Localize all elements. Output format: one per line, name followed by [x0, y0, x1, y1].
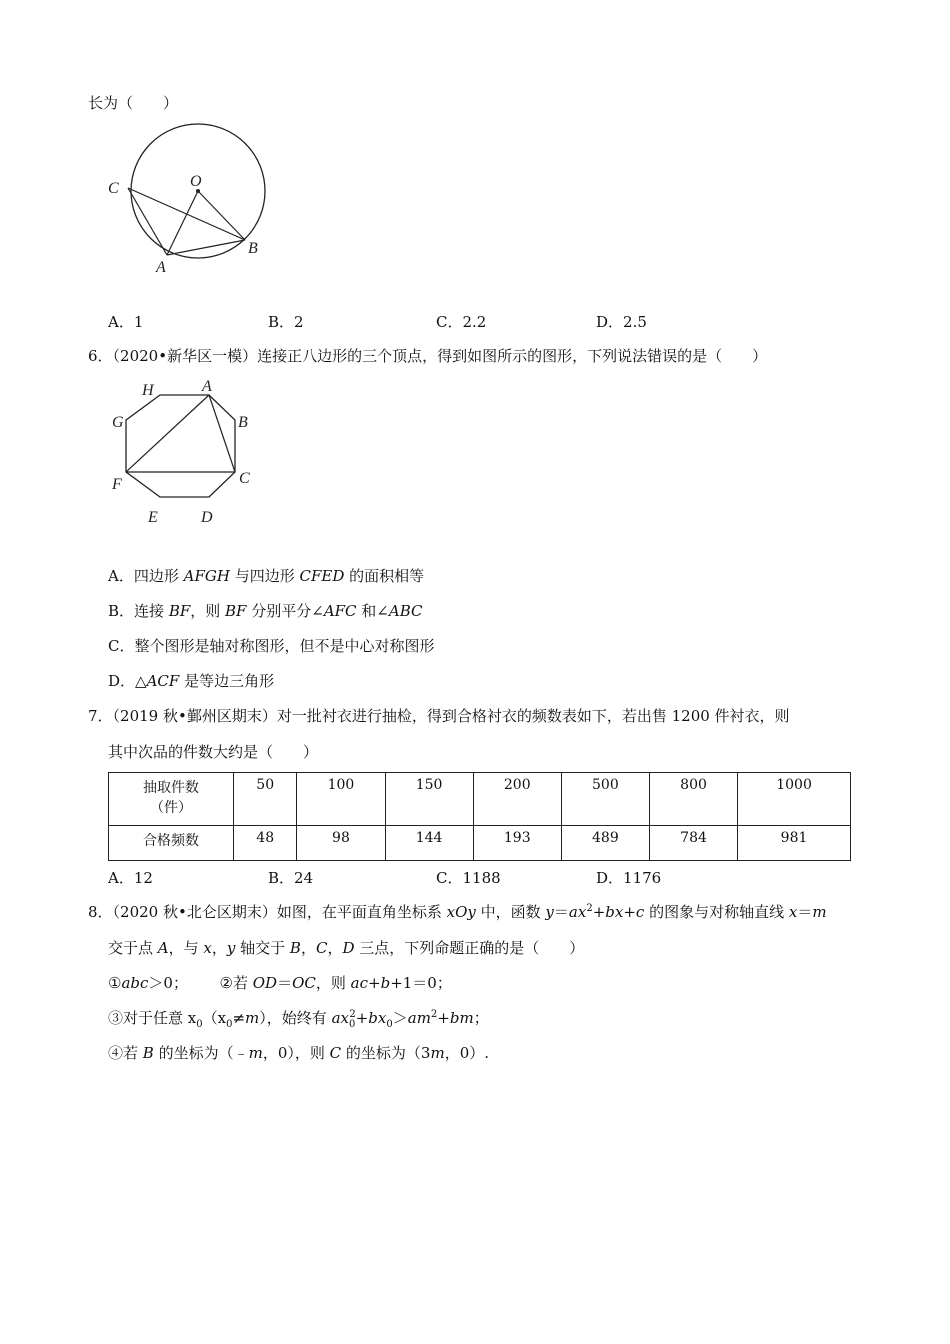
- label-C: C: [108, 180, 119, 197]
- q7-stem-line1: 7．（2019 秋•鄞州区期末）对一批衬衣进行抽检，得到合格衬衣的频数表如下，若出售 1200 件衬衣，则: [88, 707, 790, 725]
- q7-frequency-table: [108, 772, 851, 861]
- table-cell: 489: [561, 826, 649, 861]
- table-cell: 200: [473, 773, 561, 826]
- q6-octagon-figure: [100, 375, 270, 530]
- q6-option-d: D．△ACF 是等边三角形: [108, 672, 275, 690]
- label-F: F: [112, 476, 122, 493]
- q7-option-a: A．12: [108, 869, 153, 887]
- table-cell: 150: [385, 773, 473, 826]
- q6-option-b: B．连接 BF，则 BF 分别平分∠AFC 和∠ABC: [108, 602, 423, 620]
- q7-option-c: C．1188: [436, 869, 501, 887]
- segment-OB: [198, 191, 245, 240]
- label-B: B: [248, 240, 258, 257]
- q6-number: 6．: [88, 347, 113, 365]
- q5-stem-tail: 长为（ ）: [88, 94, 179, 112]
- table-cell: 500: [561, 773, 649, 826]
- q6-option-a: A．四边形 AFGH 与四边形 CFED 的面积相等: [108, 567, 425, 585]
- table-cell: 100: [297, 773, 385, 826]
- q6-option-c: C．整个图形是轴对称图形，但不是中心对称图形: [108, 637, 435, 655]
- q8-number: 8．: [88, 903, 113, 921]
- table-row: [109, 773, 851, 826]
- q8-stem-line1: 8．（2020 秋•北仑区期末）如图，在平面直角坐标系 xOy 中，函数 $y=ax^2+bx+c$ 的图象与对称轴直线 x＝m: [88, 903, 827, 921]
- label-E: E: [148, 509, 158, 526]
- table-cell: 48: [234, 826, 297, 861]
- table-cell: 144: [385, 826, 473, 861]
- q5-circle-figure: [100, 118, 280, 283]
- label-O: O: [190, 173, 202, 190]
- table-row: [109, 826, 851, 861]
- q8-source: （2020 秋•北仑区期末）: [112, 903, 277, 921]
- q6-stem: [88, 345, 767, 366]
- q6-source: （2020•新华区一模）: [112, 347, 258, 365]
- segment-AC: [209, 395, 235, 472]
- label-A: A: [202, 378, 212, 395]
- label-A: A: [156, 259, 166, 276]
- table-cell: 193: [473, 826, 561, 861]
- table-cell: 50: [234, 773, 297, 826]
- label-G: G: [112, 414, 124, 431]
- q7-option-b: B．24: [268, 869, 314, 887]
- table-cell: 800: [649, 773, 737, 826]
- octagon: [126, 395, 235, 497]
- table-cell: 981: [738, 826, 851, 861]
- table-cell: 1000: [738, 773, 851, 826]
- q8-claim-1-and-2: ①abc＞0； ②若 OD＝OC，则 ac+b+1＝0；: [108, 974, 452, 992]
- q5-option-c: C．2.2: [436, 313, 487, 331]
- segment-CA: [128, 188, 167, 255]
- q5-option-b: B．2: [268, 313, 304, 331]
- table-header-cell: 抽取件数 （件）: [109, 773, 234, 826]
- label-H: H: [142, 382, 154, 399]
- q8-stem-line2: 交于点 A，与 x，y 轴交于 B，C，D 三点，下列命题正确的是（ ）: [108, 939, 585, 957]
- q8-claim-3: ③对于任意 $x_0(x_0\ne m)$，始终有 $ax_0^2+bx_0>am^2+bm$；: [108, 1009, 489, 1030]
- q7-stem-line2: 其中次品的件数大约是（ ）: [108, 743, 319, 761]
- table-cell: 98: [297, 826, 385, 861]
- q7-source: （2019 秋•鄞州区期末）: [112, 707, 277, 725]
- label-B: B: [238, 414, 248, 431]
- q5-option-a: A．1: [108, 313, 144, 331]
- label-D: D: [201, 509, 213, 526]
- segment-AF: [126, 395, 209, 472]
- table-cell: 784: [649, 826, 737, 861]
- q7-number: 7．: [88, 707, 113, 725]
- q5-option-d: D．2.5: [596, 313, 647, 331]
- q6-text: 连接正八边形的三个顶点，得到如图所示的图形，下列说法错误的是（ ）: [257, 347, 768, 365]
- label-C: C: [239, 470, 250, 487]
- table-header-cell: 合格频数: [109, 826, 234, 861]
- q8-claim-4: ④若 B 的坐标为（﹣m，0），则 C 的坐标为（3m，0）.: [108, 1044, 489, 1062]
- segment-OA: [167, 191, 198, 255]
- q7-option-d: D．1176: [596, 869, 662, 887]
